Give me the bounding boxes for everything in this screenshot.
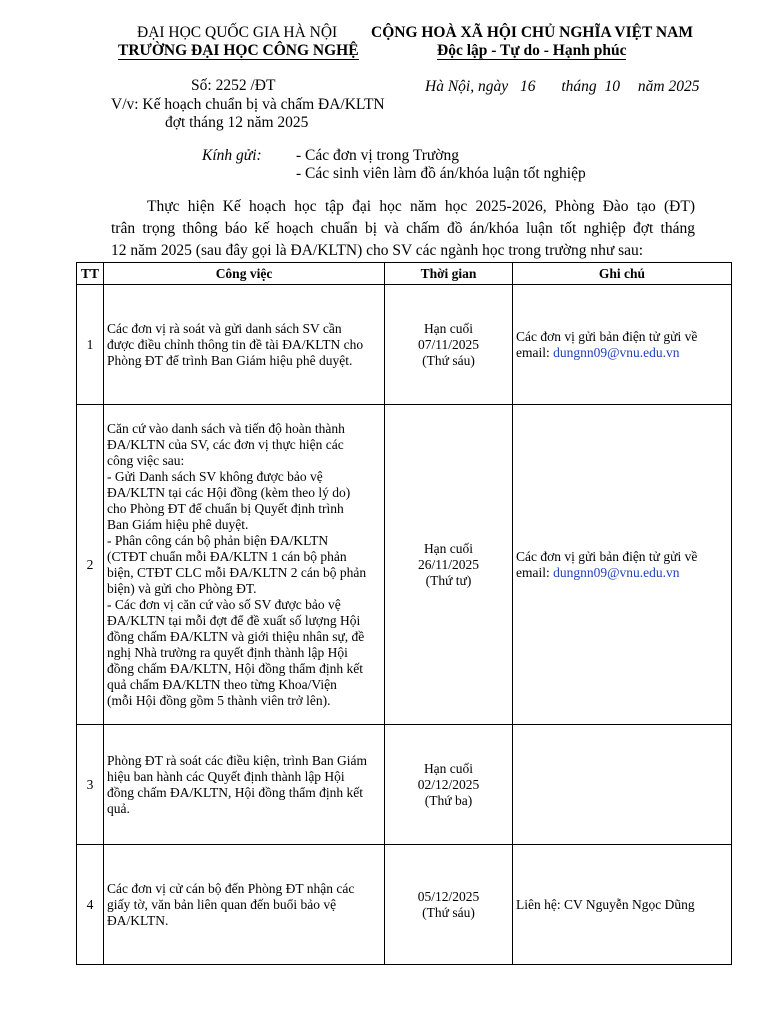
work-line: cho Phòng ĐT để chuẩn bị Quyết định trình [107,500,344,516]
row-time [385,405,513,725]
recipient-item: - Các đơn vị trong Trường [296,147,460,164]
intro-line: trân trọng thông báo kế hoạch chuẩn bị và chấm đồ án/khóa luận tốt nghiệp đợt tháng [111,220,695,237]
intro-line: 12 năm 2025 (sau đây gọi là ĐA/KLTN) cho SV các ngành học trong trường như sau: [111,242,644,259]
row-note [513,285,732,405]
work-line: quả. [107,800,130,816]
work-line: ĐA/KLTN của SV, các đơn vị thực hiện các [107,436,344,452]
national-motto-text: Độc lập - Tự do - Hạnh phúc [437,42,627,59]
row-work [104,405,385,725]
national-motto [437,42,626,60]
work-line: - Phân công cán bộ phản biện ĐA/KLTN [107,532,329,548]
doc-number [191,77,275,95]
work-line: ĐA/KLTN tại các Hội đồng (kèm theo lý do) [107,484,351,500]
time-line: (Thứ tư) [425,572,472,588]
work-line: Căn cứ vào danh sách và tiến độ hoàn thành [107,420,345,436]
faculty-name [118,42,359,60]
national-title: CỘNG HOÀ XÃ HỘI CHỦ NGHĨA VIỆT NAM [371,24,693,41]
row-work [104,725,385,845]
row-note [513,405,732,725]
note-line: Các đơn vị gửi bản điện tử gửi về [516,548,698,564]
time-line: 26/11/2025 [417,556,479,572]
doc-subject-line1: V/v: Kế hoạch chuẩn bị và chấm ĐA/KLTN [111,96,385,113]
table-header-row [77,263,732,285]
intro-paragraph [111,196,695,262]
row-work [104,845,385,965]
doc-subject-line2: đợt tháng 12 năm 2025 [165,114,309,131]
row-time [385,285,513,405]
table-row [77,405,732,725]
intro-line: Thực hiện Kế hoạch học tập đại học năm học 2025-2026, Phòng Đào tạo (ĐT) [147,198,695,215]
work-line: được điều chỉnh thông tin đề tài ĐA/KLTN cho [107,336,364,352]
email-link[interactable]: dungnn09@vnu.edu.vn [553,344,680,360]
time-line: Hạn cuối [423,760,474,776]
row-work [104,285,385,405]
table-row [77,845,732,965]
work-line: quả chấm ĐA/KLTN theo từng Khoa/Viện [107,676,337,692]
work-line: đồng chấm ĐA/KLTN, Hội đồng thẩm định kết [107,784,363,800]
recipients-label: Kính gửi: [202,147,262,164]
doc-date [425,78,699,96]
work-line: Các đơn vị rà soát và gửi danh sách SV cần [107,320,342,336]
table-row [77,285,732,405]
row-number: 3 [77,725,104,845]
work-line: ĐA/KLTN tại mỗi đợt để đề xuất số lượng Hội [107,612,361,628]
work-line: - Các đơn vị căn cứ vào số SV được bảo vệ [107,596,341,612]
note-line: Các đơn vị gửi bản điện tử gửi về [516,328,698,344]
work-line: ĐA/KLTN. [107,912,169,928]
time-line: (Thứ ba) [424,792,473,808]
faculty-name-text: TRƯỜNG ĐẠI HỌC CÔNG NGHỆ [118,42,359,59]
work-line: đồng chấm ĐA/KLTN và giới thiệu nhân sự, đề [107,628,365,644]
time-line: 07/11/2025 [417,336,479,352]
work-line: đồng chấm ĐA/KLTN, Hội đồng thẩm định kết [107,660,363,676]
university-name: ĐẠI HỌC QUỐC GIA HÀ NỘI [137,24,338,41]
time-line: Hạn cuối [423,540,474,556]
note-email-line [516,565,728,581]
work-line: Các đơn vị cử cán bộ đến Phòng ĐT nhận các [107,880,355,896]
work-line: giấy tờ, văn bản liên quan đến buổi bảo vệ [107,896,337,912]
time-line: (Thứ sáu) [422,352,475,368]
date-month-label: tháng [561,78,597,95]
recipient-item: - Các sinh viên làm đồ án/khóa luận tốt nghiệp [296,165,586,182]
row-number: 2 [77,405,104,725]
table-row [77,725,732,845]
row-number: 1 [77,285,104,405]
date-year: năm 2025 [637,78,700,95]
time-line: Hạn cuối [423,320,474,336]
row-time [385,725,513,845]
note-line: Liên hệ: CV Nguyễn Ngọc Dũng [516,896,695,912]
column-header-work: Công việc [104,263,385,285]
email-label: email: [516,564,550,580]
work-line: hiệu ban hành các Quyết định thành lập Hội [107,768,345,784]
time-line: 02/12/2025 [417,776,480,792]
email-label: email: [516,344,550,360]
work-line: công việc sau: [107,452,185,468]
email-link[interactable]: dungnn09@vnu.edu.vn [553,564,680,580]
plan-table [76,262,732,965]
row-time [385,845,513,965]
note-email-line [516,345,728,361]
doc-number-value: 2252 [215,77,247,94]
work-line: biện) và gửi cho Phòng ĐT. [107,580,257,596]
work-line: Phòng ĐT để trình Ban Giám hiệu phê duyệt. [107,352,353,368]
row-note [513,845,732,965]
column-header-tt: TT [77,263,104,285]
work-line: Phòng ĐT rà soát các điều kiện, trình Ban Giám [107,752,367,768]
time-line: 05/12/2025 [417,888,480,904]
row-note [513,725,732,845]
date-month: 10 [604,78,621,95]
column-header-note: Ghi chú [513,263,732,285]
work-line: (CTĐT chuẩn mỗi ĐA/KLTN 1 cán bộ phản [107,548,347,564]
time-line: (Thứ sáu) [422,904,475,920]
work-line: nghị Nhà trường ra quyết định thành lập Hội [107,644,348,660]
doc-number-suffix: /ĐT [250,77,276,94]
column-header-time: Thời gian [385,263,513,285]
work-line: Ban Giám hiệu phê duyệt. [107,516,249,532]
work-line: - Gửi Danh sách SV không được bảo vệ [107,468,323,484]
work-line: (mỗi Hội đồng gồm 5 thành viên trở lên). [107,692,331,708]
date-place: Hà Nội, ngày [425,78,509,95]
work-line: biện, CTĐT CLC mỗi ĐA/KLTN 2 cán bộ phản [107,564,367,580]
doc-number-prefix: Số: [191,77,212,94]
row-number: 4 [77,845,104,965]
date-day: 16 [519,78,536,95]
